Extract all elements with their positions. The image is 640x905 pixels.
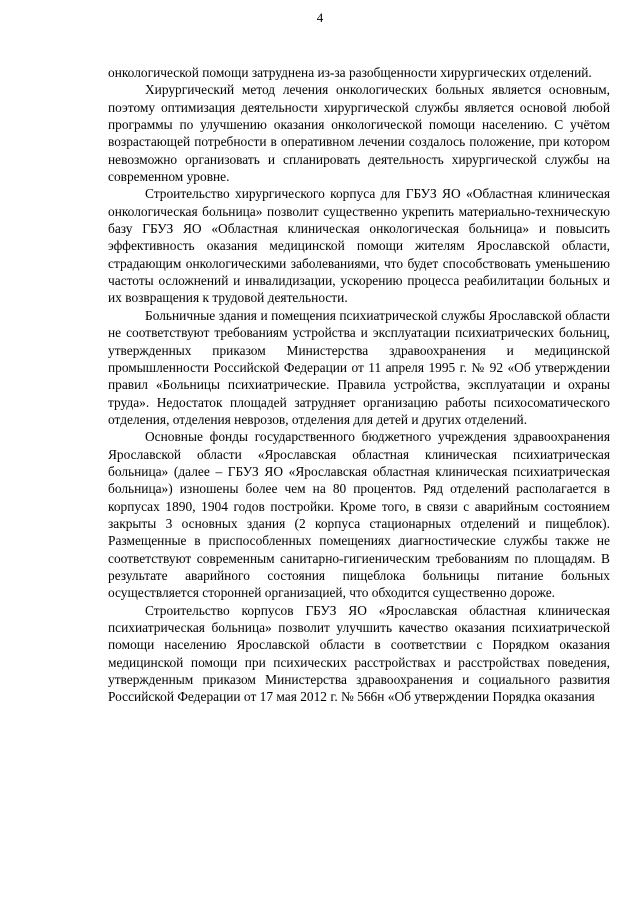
paragraph-continuation: онкологической помощи затруднена из-за разобщенности хирургических отделений. bbox=[108, 65, 592, 80]
paragraph-fixed-assets: Основные фонды государственного бюджетного учреждения здравоохранения Ярославской области «Ярославская областная клиническая психиатрическая больница» (далее – ГБУЗ ЯО «Ярославская областная клиническая психиатрическая больница») изношены более чем на 80 процентов. Ряд отделений располагается в корпусах 1890, 1904 годов постройки. Кроме того, в связи с аварийным состоянием закрыты 3 основных здания (2 корпуса стационарных отделений и пищеблок). Размещенные в приспособленных помещениях диагностические службы также не соответствуют современным санитарно-гигиеническим требованиям по площадям. В результате аварийного состояния пищеблока больницы питание больных осуществляется сторонней организацией, что обходится существенно дороже. bbox=[108, 429, 610, 601]
page-number: 4 bbox=[316, 10, 324, 25]
document-body bbox=[108, 64, 610, 706]
paragraph-surgical-building: Строительство хирургического корпуса для ГБУЗ ЯО «Областная клиническая онкологическая больница» позволит существенно укрепить материально-техническую базу ГБУЗ ЯО «Областная клиническая онкологическая больница» и повысить эффективность оказания медицинской помощи жителям Ярославской области, страдающим онкологическими заболеваниями, что будет способствовать уменьшению частоты осложнений и инвалидизации, ускорению процесса реабилитации больных и их возвращения к трудовой деятельности. bbox=[108, 186, 610, 306]
paragraph-psychiatric-buildings: Больничные здания и помещения психиатрической службы Ярославской области не соответствуют требованиям устройства и эксплуатации психиатрических больниц, утвержденных приказом Министерства здравоохранения и медицинской промышленности Российской Федерации от 11 апреля 1995 г. № 92 «Об утверждении правил «Больницы психиатрические. Правила устройства, эксплуатации и охраны труда». Недостаток площадей затрудняет организацию работы психосоматического отделения, отделения неврозов, отделения для детей и других отделений. bbox=[108, 307, 610, 427]
paragraph-construction-psychiatric: Строительство корпусов ГБУЗ ЯО «Ярославская областная клиническая психиатрическая больница» позволит улучшить качество оказания психиатрической помощи населению Ярославской области в соответствии с Порядком оказания медицинской помощи при психических расстройствах и расстройствах поведения, утвержденным приказом Министерства здравоохранения и социального развития Российской Федерации от 17 мая 2012 г. № 566н «Об утверждении Порядка оказания bbox=[108, 602, 610, 705]
paragraph-surgical-method: Хирургический метод лечения онкологических больных является основным, поэтому оптимизация деятельности хирургической службы является основой любой программы по улучшению оказания онкологической помощи населению. С учётом возрастающей потребности в оперативном лечении создалось положение, при котором невозможно организовать и спланировать деятельность хирургической службы на современном уровне. bbox=[108, 82, 610, 185]
